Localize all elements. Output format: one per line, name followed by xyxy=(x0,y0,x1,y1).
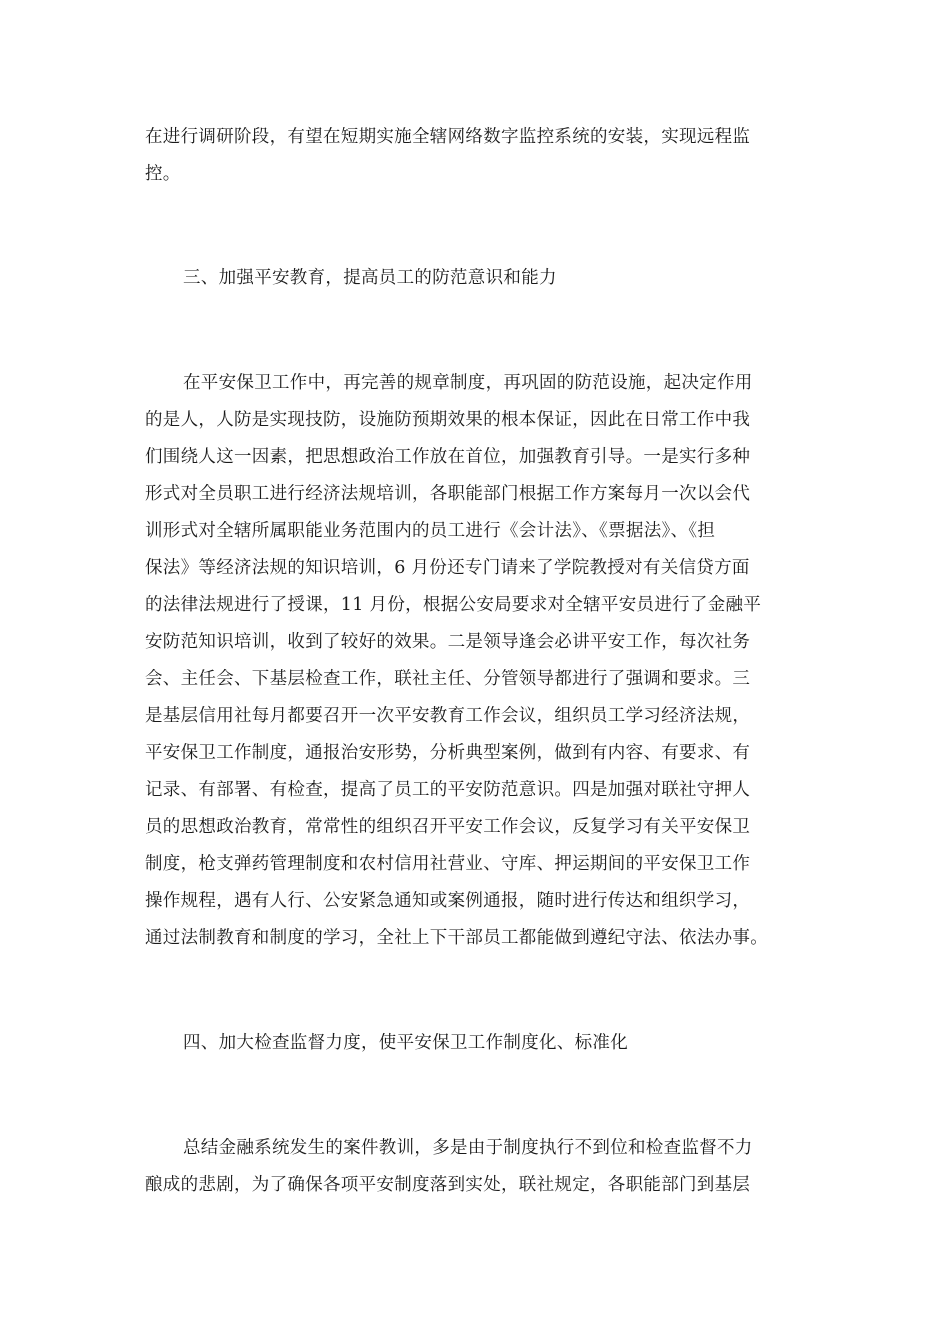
text-line: 总结金融系统发生的案件教训，多是由于制度执行不到位和检查监督不力 xyxy=(183,1138,753,1158)
text-line: 的法律法规进行了授课，11 月份，根据公安局要求对全辖平安员进行了金融平 xyxy=(145,595,762,615)
text-line: 安防范知识培训，收到了较好的效果。二是领导逢会必讲平安工作，每次社务 xyxy=(145,632,751,652)
text-line: 酿成的悲剧，为了确保各项平安制度落到实处，联社规定，各职能部门到基层 xyxy=(145,1175,751,1195)
text-line: 训形式对全辖所属职能业务范围内的员工进行《会计法》、《票据法》、《担 xyxy=(145,521,716,541)
text-line: 操作规程，遇有人行、公安紧急通知或案例通报，随时进行传达和组织学习， xyxy=(145,891,751,911)
text-line: 保法》等经济法规的知识培训，6 月份还专门请来了学院教授对有关信贷方面 xyxy=(145,558,750,578)
text-line: 在进行调研阶段，有望在短期实施全辖网络数字监控系统的安装，实现远程监 xyxy=(145,127,751,147)
text-line: 平安保卫工作制度，通报治安形势，分析典型案例，做到有内容、有要求、有 xyxy=(145,743,751,763)
text-line: 记录、有部署、有检查，提高了员工的平安防范意识。四是加强对联社守押人 xyxy=(145,780,751,800)
text-line: 员的思想政治教育，常常性的组织召开平安工作会议，反复学习有关平安保卫 xyxy=(145,817,751,837)
text-line: 是基层信用社每月都要召开一次平安教育工作会议，组织员工学习经济法规， xyxy=(145,706,751,726)
text-line: 控。 xyxy=(145,164,181,184)
text-line: 通过法制教育和制度的学习，全社上下干部员工都能做到遵纪守法、依法办事。 xyxy=(145,928,768,948)
section-heading-4: 四、加大检查监督力度，使平安保卫工作制度化、标准化 xyxy=(183,1033,628,1053)
text-line: 在平安保卫工作中，再完善的规章制度，再巩固的防范设施，起决定作用 xyxy=(183,373,753,393)
section-heading-3: 三、加强平安教育，提高员工的防范意识和能力 xyxy=(183,268,557,288)
text-line: 们围绕人这一因素，把思想政治工作放在首位，加强教育引导。一是实行多种 xyxy=(145,447,751,467)
text-line: 制度，枪支弹药管理制度和农村信用社营业、守库、押运期间的平安保卫工作 xyxy=(145,854,751,874)
text-line: 会、主任会、下基层检查工作，联社主任、分管领导都进行了强调和要求。三 xyxy=(145,669,751,689)
text-line: 的是人，人防是实现技防，设施防预期效果的根本保证，因此在日常工作中我 xyxy=(145,410,751,430)
text-line: 形式对全员职工进行经济法规培训，各职能部门根据工作方案每月一次以会代 xyxy=(145,484,751,504)
